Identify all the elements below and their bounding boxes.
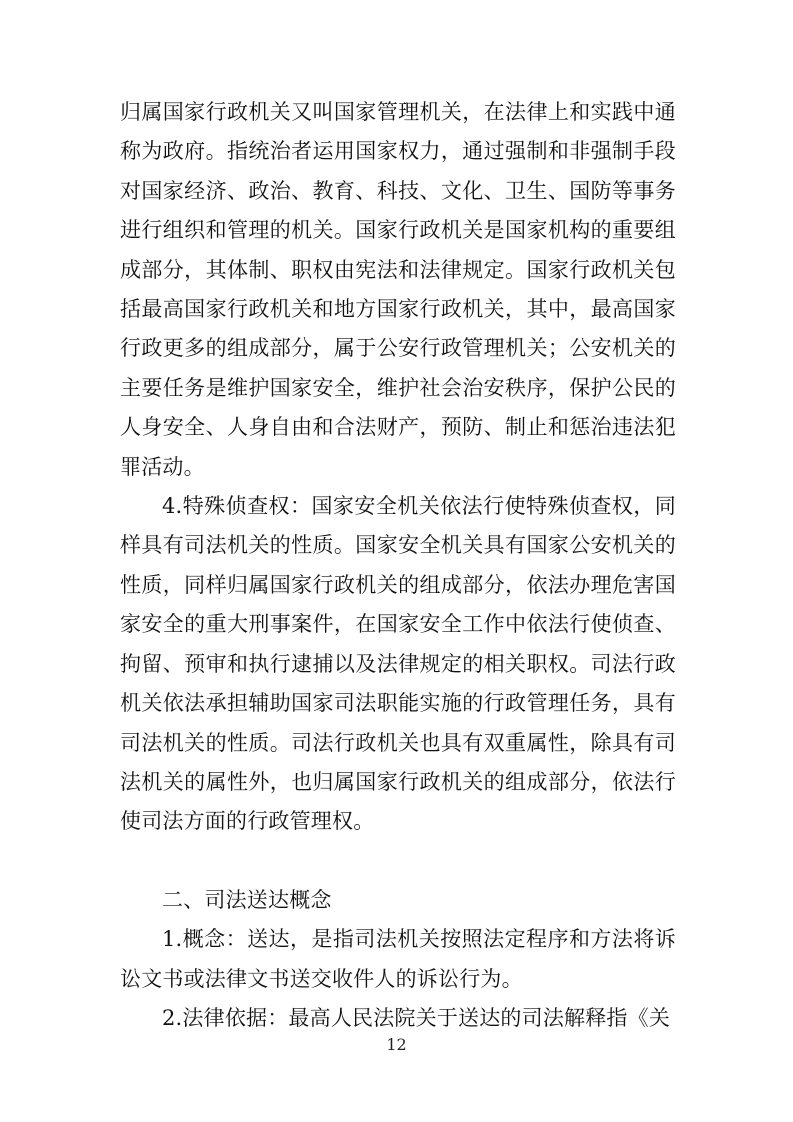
paragraph-administrative-organs: 归属国家行政机关又叫国家管理机关，在法律上和实践中通称为政府。指统治者运用国家权力，通过强制和非强制手段对国家经济、政治、教育、科技、文化、卫生、国防等事务进行组织和管理的机关。国家行政机关是国家机构的重要组成部分，其体制、职权由宪法和法律规定。国家行政机关包括最高国家行政机关和地方国家行政机关，其中，最高国家行政更多的组成部分，属于公安行政管理机关；公安机关的主要任务是维护国家安全，维护社会治安秩序，保护公民的人身安全、人身自由和合法财产，预防、制止和惩治违法犯罪活动。	[120, 100, 676, 479]
page-body	[120, 93, 676, 1038]
section-heading-judicial-service-concept: 二、司法送达概念	[162, 887, 332, 912]
paragraph-legal-basis: 2.法律依据：最高人民法院关于送达的司法解释指《关	[162, 1005, 671, 1030]
paragraph-special-investigation-power: 4.特殊侦查权：国家安全机关依法行使特殊侦查权，同样具有司法机关的性质。国家安全机关具有国家公安机关的性质，同样归属国家行政机关的组成部分，依法办理危害国家安全的重大刑事案件，在国家安全工作中依法行使侦查、拘留、预审和执行逮捕以及法律规定的相关职权。司法行政机关依法承担辅助国家司法职能实施的行政管理任务，具有司法机关的性质。司法行政机关也具有双重属性，除具有司法机关的属性外，也归属国家行政机关的组成部分，依法行使司法方面的行政管理权。	[120, 494, 676, 834]
page-number: 12	[386, 1035, 407, 1054]
paragraph-service-concept: 1.概念：送达，是指司法机关按照法定程序和方法将诉讼文书或法律文书送交收件人的诉讼行为。	[120, 927, 676, 991]
